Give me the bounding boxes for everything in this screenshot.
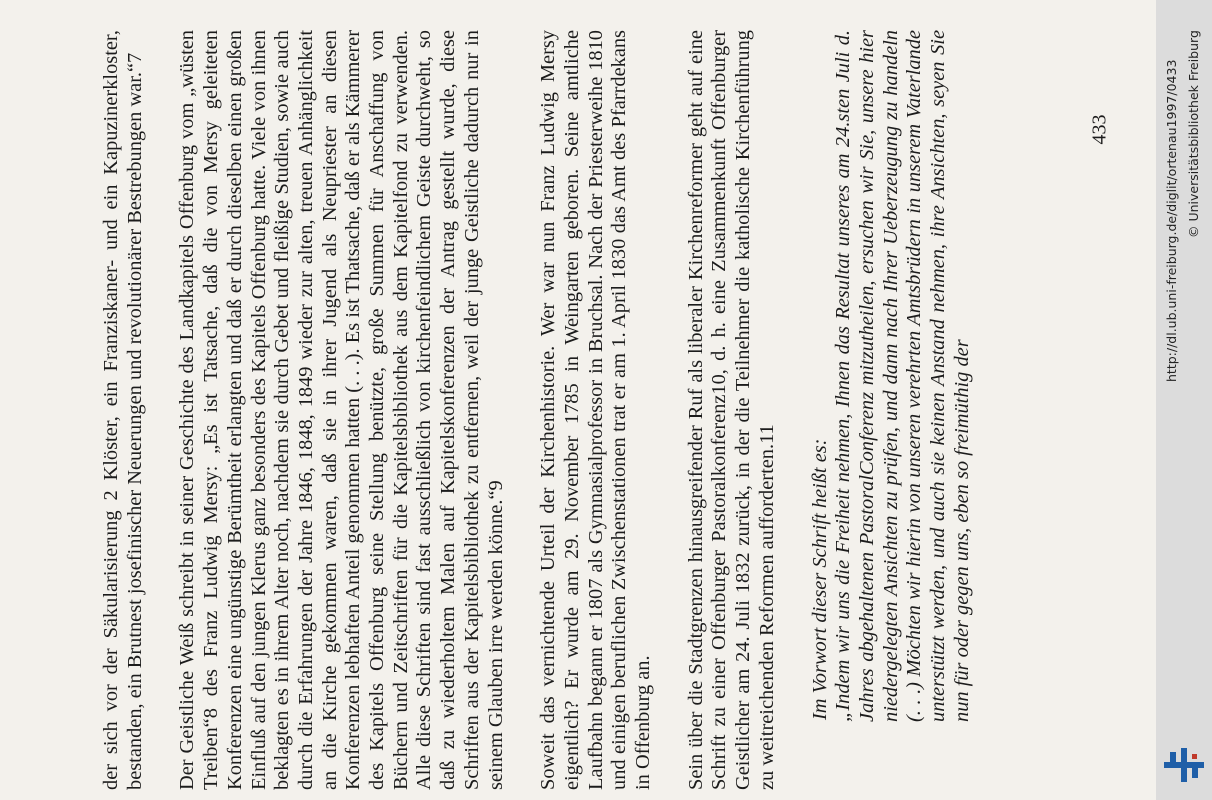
paragraph-1: der sich vor der Säkularisierung 2 Klöster, ein Franziskaner- und ein Kapuzinerkloster, bestanden, ein Brutnest josefinischer Neuerungen und revolutionärer Bestrebungen war.“7 [100, 30, 146, 790]
page-number: 433 [1088, 114, 1111, 145]
copyright-notice: © Universitätsbibliothek Freiburg [1186, 30, 1201, 238]
quote-text: „Indem wir uns die Freiheit nehmen, Ihnen das Resultat unseres am 24.sten Juli d. Jahres abgehaltenen PastoralConferenz mitzutheilen, ersuchen wir Sie, unsere hier niedergelegten Ansichten zu prüfen, und dann nach Ihrer Ueberzeugung zu handeln (. . .) Möchten wir hierin von unseren verehrten Amtsbrüdern in unserem Vaterlande unterstützt werden, und auch sie keinen Anstand nehmen, ihre Ansichten, seyen Sie nun für oder gegen uns, eben so freimüthig der [832, 30, 973, 722]
paragraph-2: Der Geistliche Weiß schreibt in seiner Geschichte des Landkapitels Offenburg vom „wüsten Treiben“8 des Franz Ludwig Mersy: „Es ist Tatsache, daß die von Mersy geleiteten Konferenzen eine ungünstige Berümtheit erlangten und daß er durch dieselben einen großen Einfluß auf den jungen Klerus ganz besonders des Kapitels Offenburg hatte. Viele von ihnen beklagten es in ihrem Alter noch, nachdem sie durch Gebet und fleißige Studien, sowie auch durch die Erfahrungen der Jahre 1846, 1848, 1849 wieder zur alten, treuen Anhänglichkeit an die Kirche gekommen waren, daß sie in ihrer Jugend als Neupriester an diesen Konferenzen lebhaften Anteil genommen hatten (. . .). Es ist Thatsache, daß er als Kämmerer des Kapitels Offenburg seine Stellung benützte, große Summen für Anschaffung von Büchern und Zeitschriften für die Kapitelsbibliothek aus dem Kapitelfond zu verwenden. Alle diese Schriften sind fast ausschließlich von kirchenfeindlichem Geiste durchweht, so daß zu wiederholtem Malen auf Kapitelskonferenzen der Antrag gestellt wurde, diese Schriften aus der Kapitelsbibliothek zu entfernen, weil der junge Geistliche dadurch nur in seinem Glauben irre werden könne.“9 [176, 30, 507, 790]
paragraph-3: Soweit das vernichtende Urteil der Kirchenhistorie. Wer war nun Franz Ludwig Mersy eigentlich? Er wurde am 29. November 1785 in Weingarten geboren. Seine amtliche Laufbahn begann er 1807 als Gymnasialprofessor in Bruchsal. Nach der Priesterweihe 1810 und einigen beruflichen Zwischenstationen trat er am 1. April 1830 das Amt des Pfarrdekans in Offenburg an. [537, 30, 655, 790]
ub-freiburg-logo-icon [1162, 744, 1206, 786]
page-text-block [100, 30, 1100, 790]
document-url[interactable]: http://dl.ub.uni-freiburg.de/diglit/ortenau1997/0433 [1164, 59, 1179, 382]
quote-intro: Im Vorwort dieser Schrift heißt es: [808, 438, 831, 720]
paragraph-4: Sein über die Stadtgrenzen hinausgreifender Ruf als liberaler Kirchenreformer geht auf eine Schrift zu einer Offenburger Pastoralkonferenz10, d. h. eine Zusammenkunft Offenburger Geistlicher am 24. Juli 1832 zurück, in der die Teilnehmer die katholische Kirchenführung zu weitreichenden Reformen aufforderten.11 [684, 30, 778, 790]
